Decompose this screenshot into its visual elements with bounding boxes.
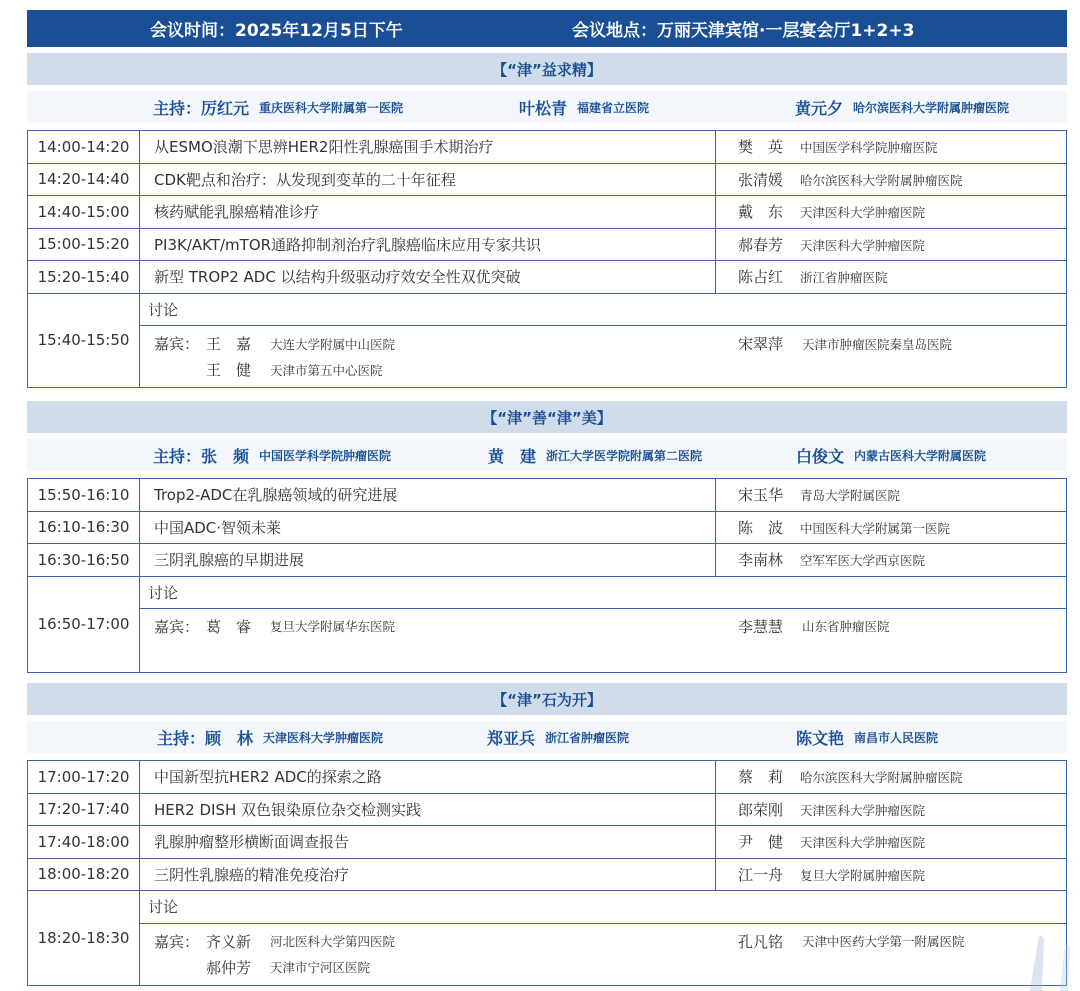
talk-speaker: 张清媛 哈尔滨医科大学附属肿瘤医院 <box>716 163 1067 196</box>
host-affiliation: 福建省立医院 <box>577 100 650 115</box>
table-row <box>28 793 1067 826</box>
talk-time: 15:20-15:40 <box>28 261 140 294</box>
talk-time: 14:20-14:40 <box>28 163 140 196</box>
guest-name: 李慧慧 <box>738 617 784 636</box>
guest-affiliation: 天津市第五中心医院 <box>270 362 383 378</box>
host-name: 黄 建 <box>488 446 537 466</box>
guest-name: 王 嘉 <box>206 335 252 353</box>
guest-affiliation: 天津市肿瘤医院秦皇岛医院 <box>802 336 953 352</box>
guest-name: 王 健 <box>206 361 252 379</box>
table-row <box>28 196 1067 229</box>
talk-speaker: 尹 健 天津医科大学肿瘤医院 <box>716 826 1067 859</box>
guest-name: 齐义新 <box>206 932 252 951</box>
guest-affiliation: 河北医科大学第四医院 <box>270 934 396 949</box>
section-title: 【“津”石为开】 <box>27 683 1067 715</box>
guests-cell <box>140 609 1067 673</box>
talk-topic: 乳腺肿瘤整形横断面调查报告 <box>140 826 716 859</box>
hosts-row <box>27 439 1067 471</box>
guest-affiliation: 天津中医药大学第一附属医院 <box>802 934 965 949</box>
host-name: 张 频 <box>201 446 250 466</box>
table-row <box>28 511 1067 544</box>
table-row <box>28 761 1067 794</box>
talk-speaker: 郎荣刚 天津医科大学肿瘤医院 <box>716 793 1067 826</box>
discussion-time: 16:50-17:00 <box>28 576 140 673</box>
schedule-table <box>27 760 1067 986</box>
discussion-title: 讨论 <box>140 576 1067 609</box>
host <box>795 91 1009 123</box>
hosts-row <box>27 91 1067 123</box>
guest-label: 嘉宾： <box>154 617 200 636</box>
host-affiliation: 天津医科大学肿瘤医院 <box>263 730 384 745</box>
host-affiliation: 重庆医科大学附属第一医院 <box>259 100 404 115</box>
talk-speaker: 戴 东 天津医科大学肿瘤医院 <box>716 196 1067 229</box>
guest-name: 宋翠萍 <box>738 335 784 353</box>
host-label: 主持： <box>153 446 202 466</box>
discussion-title: 讨论 <box>140 891 1067 924</box>
talk-speaker: 陈 波 中国医科大学附属第一医院 <box>716 511 1067 544</box>
talk-topic: 中国ADC·智领未莱 <box>140 511 716 544</box>
guest-name: 孔凡铭 <box>738 932 784 951</box>
talk-topic: 三阴乳腺癌的早期进展 <box>140 544 716 577</box>
host-affiliation: 哈尔滨医科大学附属肿瘤医院 <box>853 100 1010 115</box>
schedule-table <box>27 130 1067 388</box>
host <box>153 91 403 123</box>
section-2 <box>27 401 1067 673</box>
meeting-time: 会议时间：2025年12月5日下午 <box>150 21 403 41</box>
host <box>487 721 629 753</box>
table-row <box>28 544 1067 577</box>
meeting-info-bar <box>27 10 1067 47</box>
hosts-row <box>27 721 1067 753</box>
talk-topic: 核药赋能乳腺癌精准诊疗 <box>140 196 716 229</box>
host-name: 顾 林 <box>205 728 254 748</box>
discussion-title: 讨论 <box>140 293 1067 326</box>
talk-time: 14:00-14:20 <box>28 131 140 164</box>
talk-topic: 从ESMO浪潮下思辨HER2阳性乳腺癌围手术期治疗 <box>140 131 716 164</box>
talk-topic: PI3K/AKT/mTOR通路抑制剂治疗乳腺癌临床应用专家共识 <box>140 228 716 261</box>
section-1 <box>27 53 1067 388</box>
host-name: 郑亚兵 <box>487 728 536 748</box>
talk-topic: 中国新型抗HER2 ADC的探索之路 <box>140 761 716 794</box>
guest-affiliation: 大连大学附属中山医院 <box>270 336 396 352</box>
section-title: 【“津”益求精】 <box>27 53 1067 85</box>
guest-affiliation: 复旦大学附属华东医院 <box>270 619 396 634</box>
guest-label: 嘉宾： <box>154 335 200 353</box>
host-affiliation: 浙江省肿瘤医院 <box>545 730 630 745</box>
talk-time: 14:40-15:00 <box>28 196 140 229</box>
talk-speaker: 江一舟 复旦大学附属肿瘤医院 <box>716 858 1067 891</box>
guests-row <box>28 923 1067 985</box>
guests-row <box>28 609 1067 673</box>
talk-speaker: 陈占红 浙江省肿瘤医院 <box>716 261 1067 294</box>
talk-time: 18:00-18:20 <box>28 858 140 891</box>
discussion-row <box>28 293 1067 326</box>
host-name: 陈文艳 <box>796 728 845 748</box>
host <box>519 91 649 123</box>
discussion-row <box>28 576 1067 609</box>
talk-speaker: 樊 英 中国医学科学院肿瘤医院 <box>716 131 1067 164</box>
guests-row <box>28 326 1067 388</box>
guest-label: 嘉宾： <box>154 932 200 951</box>
talk-speaker: 宋玉华 青岛大学附属医院 <box>716 479 1067 512</box>
host-label: 主持： <box>153 98 202 118</box>
talk-topic: CDK靶点和治疗：从发现到变革的二十年征程 <box>140 163 716 196</box>
table-row <box>28 228 1067 261</box>
talk-time: 16:30-16:50 <box>28 544 140 577</box>
discussion-time: 15:40-15:50 <box>28 293 140 388</box>
discussion-time: 18:20-18:30 <box>28 891 140 986</box>
host-name: 白俊文 <box>796 446 845 466</box>
section-title: 【“津”善“津”美】 <box>27 401 1067 433</box>
host <box>153 439 391 471</box>
host-name: 厉红元 <box>201 98 250 118</box>
table-row <box>28 261 1067 294</box>
section-3 <box>27 683 1067 986</box>
talk-speaker: 郝春芳 天津医科大学肿瘤医院 <box>716 228 1067 261</box>
talk-topic: 三阴性乳腺癌的精准免疫治疗 <box>140 858 716 891</box>
host <box>488 439 702 471</box>
meeting-venue: 会议地点：万丽天津宾馆·一层宴会厅1+2+3 <box>572 21 915 41</box>
host-affiliation: 南昌市人民医院 <box>854 730 939 745</box>
host-affiliation: 内蒙古医科大学附属医院 <box>854 448 987 463</box>
table-row <box>28 479 1067 512</box>
guests-cell <box>140 326 1067 388</box>
talk-topic: 新型 TROP2 ADC 以结构升级驱动疗效安全性双优突破 <box>140 261 716 294</box>
host <box>796 721 938 753</box>
host-affiliation: 中国医学科学院肿瘤医院 <box>259 448 392 463</box>
decorative-hands-icon <box>1020 881 1080 991</box>
schedule-table <box>27 478 1067 673</box>
discussion-row <box>28 891 1067 924</box>
talk-speaker: 李南林 空军军医大学西京医院 <box>716 544 1067 577</box>
talk-time: 17:40-18:00 <box>28 826 140 859</box>
guest-name: 郝仲芳 <box>206 958 252 977</box>
talk-topic: HER2 DISH 双色银染原位杂交检测实践 <box>140 793 716 826</box>
table-row <box>28 826 1067 859</box>
talk-time: 17:20-17:40 <box>28 793 140 826</box>
talk-time: 16:10-16:30 <box>28 511 140 544</box>
talk-topic: Trop2-ADC在乳腺癌领域的研究进展 <box>140 479 716 512</box>
host-affiliation: 浙江大学医学院附属第二医院 <box>546 448 703 463</box>
host-name: 叶松青 <box>519 98 568 118</box>
table-row <box>28 858 1067 891</box>
host <box>796 439 986 471</box>
guests-cell <box>140 923 1067 985</box>
table-row <box>28 131 1067 164</box>
host <box>157 721 383 753</box>
guest-affiliation: 天津市宁河区医院 <box>270 960 371 975</box>
table-row <box>28 163 1067 196</box>
host-name: 黄元夕 <box>795 98 844 118</box>
talk-time: 17:00-17:20 <box>28 761 140 794</box>
guest-name: 葛 睿 <box>206 617 252 636</box>
talk-speaker: 蔡 莉 哈尔滨医科大学附属肿瘤医院 <box>716 761 1067 794</box>
talk-time: 15:50-16:10 <box>28 479 140 512</box>
talk-time: 15:00-15:20 <box>28 228 140 261</box>
host-label: 主持： <box>157 728 206 748</box>
guest-affiliation: 山东省肿瘤医院 <box>802 619 890 634</box>
